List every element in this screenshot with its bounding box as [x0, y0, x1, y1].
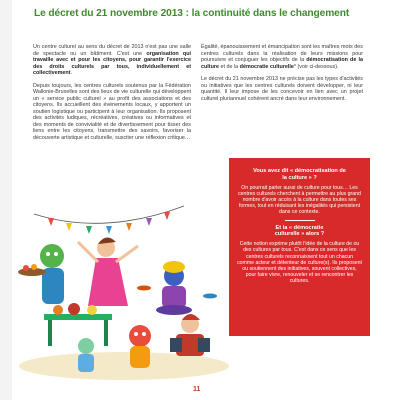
box-divider	[285, 220, 315, 221]
intro-text: Un centre culturel au sens du décret de 2013 n'est pas une salle de spectacle ou un bâtiment. C'est une	[33, 44, 191, 57]
right-column	[201, 44, 363, 108]
box-question-1: Vous avez dit « démocratisation de la culture » ?	[253, 168, 346, 181]
page-gutter	[0, 0, 12, 400]
box-question-2: Et la « démocratie culturelle » alors ?	[274, 224, 325, 238]
page-title: Le décret du 21 novembre 2013 : la continuité dans le changement	[34, 8, 350, 19]
missions-bold-2: démocratie culturelle	[239, 63, 294, 70]
box-answer-1: On pourrait parler aussi de culture pour tous… Les centres culturels cherchent à permettre au plus grand nombre d'avoir accès à la culture dans toutes ses formes, tout en réduisant les inégalités qui persistent dans ce contexte.	[238, 184, 361, 216]
festive-crowd-illustration	[14, 196, 234, 390]
intro-end: .	[70, 70, 72, 76]
intro-bold: organisation qui travaille avec et pour les citoyens, pour garantir l'exercice des droits culturels par tous, individuellement et collectivement	[33, 50, 191, 76]
box-answer-2: Cette notion exprime plutôt l'idée de la culture de ou des cultures par tous. C'est dans ce sens que les centres culturels reconnaissent tout un chacun comme acteur et détenteur de culture(s). Ils proposent ou soutiennent des initiatives, souvent collectives, pour faire vivre, renouveler et se rencontrer les cultures.	[237, 241, 362, 285]
missions-and: et de la	[218, 63, 240, 70]
intro-paragraph	[33, 44, 191, 77]
missions-bold-1: démocratisation de la culture	[201, 57, 363, 70]
page-number: 11	[193, 386, 201, 393]
missions-end: * (voir ci-dessous).	[293, 63, 339, 70]
info-box	[229, 158, 370, 336]
decree-paragraph: Le décret du 21 novembre 2013 ne précise pas les types d'activités ou initiatives que les centres culturels doivent développer, ni leur quantité. Il leur impose de les concevoir en lien avec un projet culturel pluriannuel cohérent ancré dans leur environnement.	[201, 76, 363, 102]
left-column	[33, 44, 191, 147]
missions-paragraph	[201, 44, 363, 70]
history-paragraph: Depuis toujours, les centres culturels soutenus par la Fédération Wallonie-Bruxelles sont des lieux de vie culturelle qui développent un « service public culturel » au profit des associations et des citoyens. Ils accueillent des événements locaux, y apportent un soutien logistique ou participent à leur organisation. Ils proposent des activités ludiques, récréatives, créatives ou informatives et des moments de convivialité et de divertissement pour tisser des liens entre les citoyens, transmettre des savoirs, favoriser la découverte artistique et culturelle, susciter une réflexion critique…	[33, 82, 191, 141]
missions-text: Égalité, épanouissement et émancipation sont les maîtres mots des centres culturels dans la réalisation de leurs missions pour poursuivre et conjuguer les objectifs de la	[201, 44, 363, 63]
